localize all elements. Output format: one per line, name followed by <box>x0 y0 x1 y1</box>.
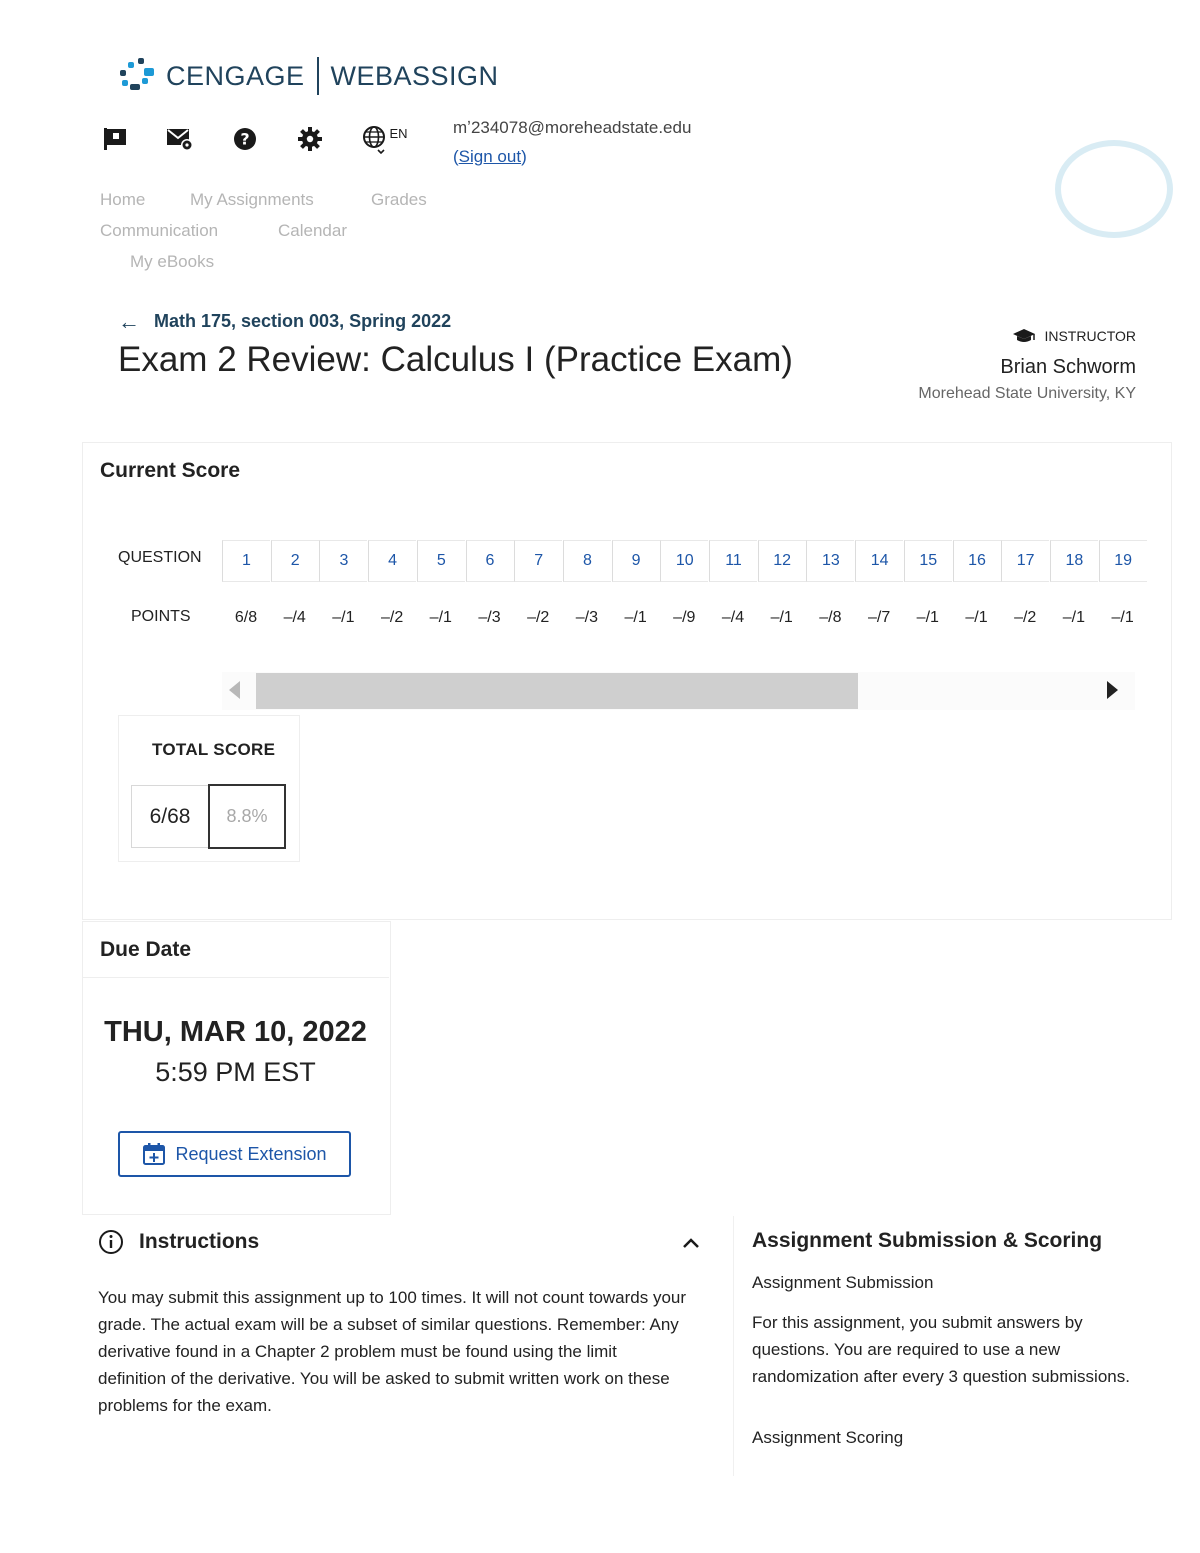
assignment-submission-text: For this assignment, you submit answers by questions. You are required to use a new randomization after every 3 question submissions. <box>752 1313 1130 1386</box>
info-icon <box>98 1229 124 1255</box>
question-cell-19[interactable]: 19 <box>1099 540 1147 582</box>
course-link[interactable]: Math 175, section 003, Spring 2022 <box>154 311 452 331</box>
help-icon[interactable] <box>230 124 260 154</box>
globe-icon <box>362 124 388 154</box>
points-cell-6: –/3 <box>478 609 501 626</box>
decorative-ring <box>1055 140 1173 238</box>
question-row-label: QUESTION <box>118 549 202 566</box>
nav-communication[interactable]: Communication <box>100 221 219 240</box>
question-cell-10[interactable]: 10 <box>660 540 708 582</box>
points-cell-12: –/1 <box>770 609 793 626</box>
question-cell-17[interactable]: 17 <box>1001 540 1049 582</box>
question-cell-8[interactable]: 8 <box>563 540 611 582</box>
question-cell-15[interactable]: 15 <box>904 540 952 582</box>
points-cell-13: –/8 <box>819 609 842 626</box>
gear-icon[interactable] <box>295 124 325 154</box>
instructions-text: You may submit this assignment up to 100 times. It will not count towards your grade. The actual exam will be a subset of similar questions. Remember: Any derivative found in a Chapter 2 problem must be found using the limit definition of the derivative. You will be asked to submit written work on these problems for the exam. <box>98 1288 687 1415</box>
total-score-value: 6/68 <box>131 785 209 848</box>
back-arrow-icon[interactable]: ← <box>118 309 140 334</box>
question-cell-11[interactable]: 11 <box>709 540 757 582</box>
utility-toolbar <box>100 124 445 154</box>
question-cell-14[interactable]: 14 <box>855 540 903 582</box>
question-cell-3[interactable]: 3 <box>319 540 367 582</box>
points-cell-16: –/1 <box>965 609 988 626</box>
points-cell-14: –/7 <box>867 609 891 626</box>
due-date-value: THU, MAR 10, 2022 <box>104 1016 367 1048</box>
points-cell-5: –/1 <box>429 609 452 626</box>
nav-home[interactable]: Home <box>100 190 146 209</box>
due-date-divider <box>82 977 389 978</box>
instructor-name: Brian Schworm <box>1000 356 1136 378</box>
nav-my-assignments[interactable]: My Assignments <box>190 190 314 209</box>
question-cell-18[interactable]: 18 <box>1050 540 1098 582</box>
question-cell-1[interactable]: 1 <box>222 540 270 582</box>
points-cell-7: –/2 <box>527 609 550 626</box>
question-cell-4[interactable]: 4 <box>368 540 416 582</box>
question-cell-7[interactable]: 7 <box>514 540 562 582</box>
scroll-left-arrow-icon[interactable] <box>229 681 240 699</box>
question-cell-5[interactable]: 5 <box>417 540 465 582</box>
submission-scoring-heading: Assignment Submission & Scoring <box>752 1229 1103 1252</box>
current-score-heading: Current Score <box>100 459 241 482</box>
language-code: EN <box>389 126 408 141</box>
cengage-logo-icon <box>118 56 158 96</box>
points-cell-11: –/4 <box>721 609 745 626</box>
request-extension-button[interactable] <box>118 1131 351 1177</box>
collapse-chevron-up-icon[interactable] <box>680 1232 702 1254</box>
language-selector[interactable] <box>360 124 410 154</box>
points-cell-4: –/2 <box>380 609 404 626</box>
product-name: WEBASSIGN <box>330 60 499 91</box>
instructor-school: Morehead State University, KY <box>918 385 1136 402</box>
due-time-value: 5:59 PM EST <box>155 1057 316 1087</box>
score-scrollbar-thumb[interactable] <box>256 673 858 709</box>
signout-link[interactable]: Sign out <box>458 147 522 166</box>
question-cell-2[interactable]: 2 <box>271 540 319 582</box>
brand-logo[interactable] <box>118 56 499 96</box>
points-cell-9: –/1 <box>624 609 647 626</box>
points-cell-17: –/2 <box>1014 609 1037 626</box>
scroll-right-arrow-icon[interactable] <box>1107 681 1118 699</box>
total-score-label: TOTAL SCORE <box>152 740 276 759</box>
nav-calendar[interactable]: Calendar <box>278 221 347 240</box>
flag-icon[interactable] <box>100 124 130 154</box>
points-cell-19: –/1 <box>1111 609 1134 626</box>
page-title: Exam 2 Review: Calculus I (Practice Exam) <box>118 340 793 379</box>
points-cell-10: –/9 <box>673 609 696 626</box>
assignment-submission-heading: Assignment Submission <box>752 1273 934 1292</box>
nav-my-ebooks[interactable]: My eBooks <box>130 252 215 271</box>
points-cell-15: –/1 <box>916 609 939 626</box>
points-cell-1: 6/8 <box>234 609 258 626</box>
instructor-label <box>1012 328 1136 344</box>
signout-wrapper <box>453 147 527 167</box>
total-score-percent: 8.8% <box>208 784 286 849</box>
points-cell-18: –/1 <box>1062 609 1086 626</box>
question-cell-6[interactable]: 6 <box>466 540 514 582</box>
calendar-plus-icon <box>142 1142 166 1166</box>
question-cell-16[interactable]: 16 <box>953 540 1001 582</box>
signout-close-paren: ) <box>521 147 527 166</box>
brand-divider <box>317 57 319 95</box>
due-date-heading: Due Date <box>100 938 192 961</box>
user-email: mʼ234078@moreheadstate.edu <box>453 118 692 137</box>
points-cell-2: –/4 <box>283 609 306 626</box>
signout-open-paren: ( <box>453 147 459 166</box>
request-extension-label: Request Extension <box>175 1143 327 1164</box>
points-cell-3: –/1 <box>332 609 355 626</box>
nav-grades[interactable]: Grades <box>371 190 427 209</box>
instructions-header <box>98 1229 259 1255</box>
points-row-label: POINTS <box>131 608 191 625</box>
graduation-cap-icon <box>1012 328 1036 344</box>
instructions-heading: Instructions <box>139 1230 260 1253</box>
brand-name: CENGAGE <box>166 60 305 91</box>
question-cell-12[interactable]: 12 <box>758 540 806 582</box>
question-cell-13[interactable]: 13 <box>806 540 854 582</box>
question-cell-9[interactable]: 9 <box>612 540 660 582</box>
mail-settings-icon[interactable] <box>165 124 195 154</box>
assignment-scoring-heading: Assignment Scoring <box>752 1428 904 1447</box>
points-cell-8: –/3 <box>575 609 599 626</box>
svg-text:?: ? <box>240 129 250 149</box>
instructor-label-text: INSTRUCTOR <box>1044 328 1136 344</box>
